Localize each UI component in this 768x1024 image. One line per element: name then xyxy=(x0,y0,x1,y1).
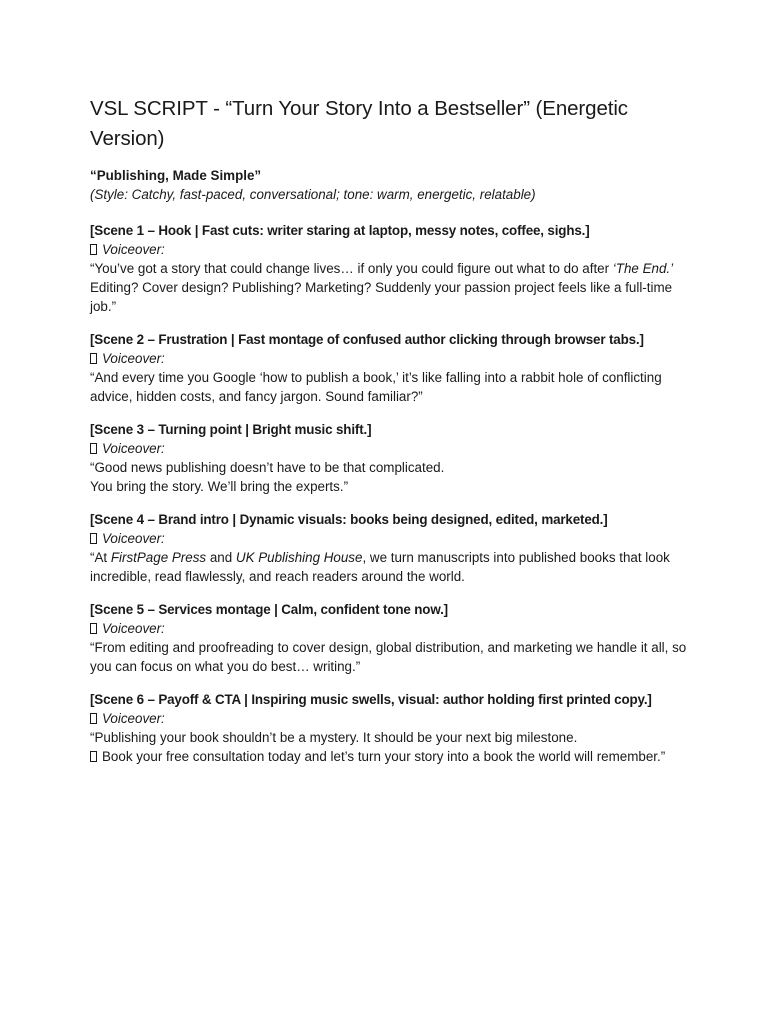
text-run: “Good news publishing doesn’t have to be that complicated. xyxy=(90,460,445,475)
scene-heading: [Scene 1 – Hook | Fast cuts: writer staring at laptop, messy notes, coffee, sighs.] xyxy=(90,223,590,238)
scene-heading: [Scene 4 – Brand intro | Dynamic visuals: books being designed, edited, marketed.] xyxy=(90,512,608,527)
voiceover-text xyxy=(90,259,690,278)
document-page xyxy=(90,94,690,780)
scene-list xyxy=(90,221,690,766)
voiceover-label: Voiceover: xyxy=(102,711,165,726)
scene-block xyxy=(90,330,690,406)
text-run: “And every time you Google ‘how to publish a book,’ it’s like falling into a rabbit hole of conflicting advice, hidden costs, and fancy jargon. Sound familiar?” xyxy=(90,370,662,404)
voiceover-label: Voiceover: xyxy=(102,531,165,546)
voiceover-text xyxy=(90,747,690,766)
document-title: VSL SCRIPT - “Turn Your Story Into a Bestseller” (Energetic Version) xyxy=(90,97,628,150)
scene-block xyxy=(90,420,690,496)
scene-heading: [Scene 6 – Payoff & CTA | Inspiring music swells, visual: author holding first printed copy.] xyxy=(90,692,652,707)
italic-text: ‘The End.’ xyxy=(612,261,674,276)
text-run: , we turn manuscripts into published books that look incredible, read flawlessly, and reach readers around the world. xyxy=(90,550,670,584)
voiceover-text xyxy=(90,728,690,747)
voiceover-text xyxy=(90,548,690,586)
text-run: “You’ve got a story that could change lives… if only you could figure out what to do after xyxy=(90,261,613,276)
voiceover-label: Voiceover: xyxy=(102,351,165,366)
style-note: (Style: Catchy, fast-paced, conversational; tone: warm, energetic, relatable) xyxy=(90,187,536,202)
missing-glyph-icon xyxy=(90,443,97,454)
voiceover-label-line xyxy=(90,529,690,548)
voiceover-label-line xyxy=(90,709,690,728)
voiceover-label: Voiceover: xyxy=(102,441,165,456)
voiceover-label-line xyxy=(90,439,690,458)
scene-block xyxy=(90,510,690,586)
voiceover-label-line xyxy=(90,619,690,638)
text-run: “Publishing your book shouldn’t be a mystery. It should be your next big milestone. xyxy=(90,730,578,745)
voiceover-text xyxy=(90,278,690,316)
voiceover-label-line xyxy=(90,349,690,368)
missing-glyph-icon xyxy=(90,533,97,544)
missing-glyph-icon xyxy=(90,713,97,724)
scene-block xyxy=(90,221,690,316)
italic-text: FirstPage Press xyxy=(110,550,207,565)
voiceover-label: Voiceover: xyxy=(102,242,165,257)
voiceover-text xyxy=(90,458,690,477)
text-run: “From editing and proofreading to cover design, global distribution, and marketing we handle it all, so you can focus on what you do best… writing.” xyxy=(90,640,687,674)
missing-glyph-icon xyxy=(90,623,97,634)
voiceover-text xyxy=(90,477,690,496)
scene-block xyxy=(90,600,690,676)
voiceover-text xyxy=(90,368,690,406)
missing-glyph-icon xyxy=(90,353,97,364)
italic-text: UK Publishing House xyxy=(235,550,363,565)
voiceover-label-line xyxy=(90,240,690,259)
text-run: and xyxy=(206,550,236,565)
scene-heading: [Scene 3 – Turning point | Bright music shift.] xyxy=(90,422,372,437)
scene-block xyxy=(90,690,690,766)
text-run: You bring the story. We’ll bring the experts.” xyxy=(90,479,349,494)
text-run: Editing? Cover design? Publishing? Marketing? Suddenly your passion project feels like a full-time job.” xyxy=(90,280,673,314)
missing-glyph-icon xyxy=(90,751,97,762)
scene-heading: [Scene 5 – Services montage | Calm, confident tone now.] xyxy=(90,602,448,617)
scene-heading: [Scene 2 – Frustration | Fast montage of confused author clicking through browser tabs.] xyxy=(90,332,644,347)
text-run: Book your free consultation today and let’s turn your story into a book the world will remember.” xyxy=(102,749,666,764)
voiceover-label: Voiceover: xyxy=(102,621,165,636)
text-run: “At xyxy=(90,550,111,565)
voiceover-text xyxy=(90,638,690,676)
missing-glyph-icon xyxy=(90,244,97,255)
document-subtitle: “Publishing, Made Simple” xyxy=(90,168,262,183)
